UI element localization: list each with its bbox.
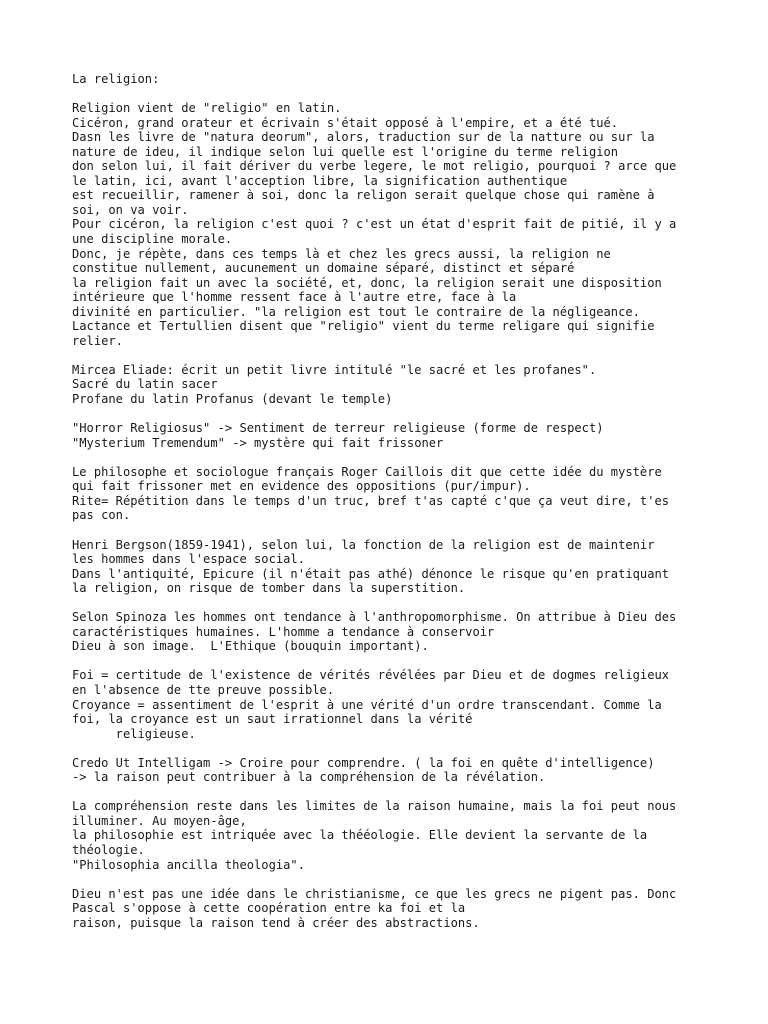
text-line: illuminer. Au moyen-âge,	[72, 813, 247, 828]
text-line: foi, la croyance est un saut irrationnel dans la vérité	[72, 712, 473, 727]
text-line: est recueillir, ramener à soi, donc la religon serait quelque chose qui ramène à	[72, 188, 655, 203]
text-line: Pascal s'oppose à cette coopération entre ka foi et la	[72, 901, 466, 916]
text-line: -> la raison peut contribuer à la compréhension de la révélation.	[72, 770, 546, 785]
text-line: le latin, ici, avant l'acception libre, la signification authentique	[72, 173, 568, 188]
text-line: divinité en particulier. "la religion est tout le contraire de la négligeance.	[72, 304, 640, 319]
text-line: Pour cicéron, la religion c'est quoi ? c'est un état d'esprit fait de pitié, il y a	[72, 217, 677, 232]
text-line: religieuse.	[72, 726, 196, 741]
text-line: Henri Bergson(1859-1941), selon lui, la fonction de la religion est de maintenir	[72, 537, 655, 552]
text-line: Religion vient de "religio" en latin.	[72, 101, 342, 116]
text-line: raison, puisque la raison tend à créer des abstractions.	[72, 915, 480, 930]
text-line: une discipline morale.	[72, 232, 233, 247]
paragraph	[72, 101, 712, 348]
text-line: la philosophie est intriquée avec la thééologie. Elle devient la servante de la	[72, 828, 648, 843]
paragraph	[72, 363, 712, 407]
text-line: Le philosophe et sociologue français Roger Caillois dit que cette idée du mystère	[72, 464, 662, 479]
document-title	[72, 72, 712, 87]
paragraph	[72, 887, 712, 931]
text-line: don selon lui, il fait dériver du verbe legere, le mot religio, pourquoi ? arce que	[72, 159, 677, 174]
text-line: qui fait frissoner met en evidence des oppositions (pur/impur).	[72, 479, 531, 494]
text-line: pas con.	[72, 508, 131, 523]
text-line: nature de ideu, il indique selon lui quelle est l'origine du terme religion	[72, 144, 619, 159]
text-line: La compréhension reste dans les limites de la raison humaine, mais la foi peut nous	[72, 799, 677, 814]
paragraph	[72, 610, 712, 654]
text-line: soi, on va voir.	[72, 202, 189, 217]
text-line: en l'absence de tte preuve possible.	[72, 682, 335, 697]
text-line: la religion fait un avec la société, et, donc, la religion serait une disposition	[72, 275, 662, 290]
paragraph	[72, 799, 712, 872]
text-line: intérieure que l'homme ressent face à l'autre etre, face à la	[72, 290, 517, 305]
text-line: la religion, on risque de tomber dans la superstition.	[72, 581, 466, 596]
text-line: Dieu à son image. L'Ethique (bouquin important).	[72, 639, 429, 654]
text-line: Sacré du latin sacer	[72, 377, 218, 392]
text-line: Donc, je répète, dans ces temps là et chez les grecs aussi, la religion ne	[72, 246, 611, 261]
text-line: Foi = certitude de l'existence de vérités révélées par Dieu et de dogmes religieux	[72, 668, 670, 683]
text-line: "Mysterium Tremendum" -> mystère qui fait frissoner	[72, 435, 444, 450]
text-line: constitue nullement, aucunement un domaine séparé, distinct et séparé	[72, 261, 575, 276]
text-line: Profane du latin Profanus (devant le temple)	[72, 392, 393, 407]
text-line: Croyance = assentiment de l'esprit à une vérité d'un ordre transcendant. Comme la	[72, 697, 662, 712]
text-line: théologie.	[72, 842, 145, 857]
text-line: Cicéron, grand orateur et écrivain s'était opposé à l'empire, et a été tué.	[72, 115, 619, 130]
text-line: Credo Ut Intelligam -> Croire pour comprendre. ( la foi en quête d'intelligence)	[72, 755, 655, 770]
text-line: caractéristiques humaines. L'homme a tendance à conservoir	[72, 624, 495, 639]
text-line: "Horror Religiosus" -> Sentiment de terreur religieuse (forme de respect)	[72, 421, 604, 436]
paragraph	[72, 756, 712, 785]
paragraph	[72, 538, 712, 596]
text-line: Mircea Eliade: écrit un petit livre intitulé "le sacré et les profanes".	[72, 362, 597, 377]
text-line: Dieu n'est pas une idée dans le christianisme, ce que les grecs ne pigent pas. Donc	[72, 886, 677, 901]
text-line: Rite= Répétition dans le temps d'un truc, bref t'as capté c'que ça veut dire, t'es	[72, 493, 670, 508]
document-body	[72, 72, 712, 945]
paragraph	[72, 421, 712, 450]
paragraph	[72, 668, 712, 741]
paragraph	[72, 465, 712, 523]
text-line: relier.	[72, 333, 123, 348]
text-line: Dasn les livre de "natura deorum", alors, traduction sur de la natture ou sur la	[72, 130, 655, 145]
text-line: les hommes dans l'espace social.	[72, 552, 305, 567]
text-line: Dans l'antiquité, Epicure (il n'était pas athé) dénonce le risque qu'en pratiquant	[72, 566, 670, 581]
text-line: "Philosophia ancilla theologia".	[72, 857, 305, 872]
text-line: Selon Spinoza les hommes ont tendance à l'anthropomorphisme. On attribue à Dieu des	[72, 610, 677, 625]
text-line: La religion:	[72, 72, 160, 86]
text-line: Lactance et Tertullien disent que "religio" vient du terme religare qui signifie	[72, 319, 655, 334]
